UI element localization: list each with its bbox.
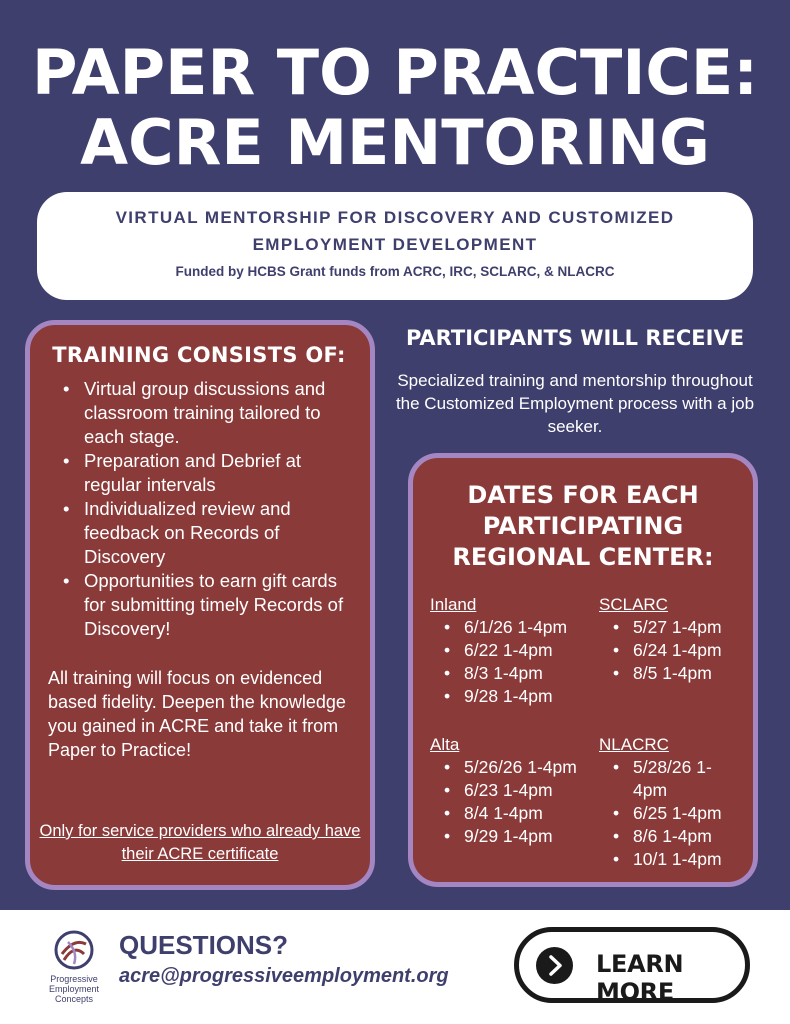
footer [0, 910, 790, 1024]
date-item: • 6/23 1-4pm [430, 779, 580, 802]
date-item: • 9/28 1-4pm [430, 685, 595, 708]
dates-heading-line-3: REGIONAL CENTER: [452, 543, 714, 571]
date-item: • 10/1 1-4pm [599, 848, 729, 871]
logo-icon [54, 930, 94, 970]
region-nlacrc [599, 734, 729, 871]
list-item: • Virtual group discussions and classroom training tailored to each stage. [48, 377, 350, 449]
region-name: NLACRC [599, 735, 669, 754]
dates-heading-line-2: PARTICIPATING [482, 512, 684, 540]
date-item: • 8/3 1-4pm [430, 662, 595, 685]
date-item: • 9/29 1-4pm [430, 825, 580, 848]
eligibility-note: Only for service providers who already have their ACRE certificate [39, 822, 361, 863]
subtitle-box [37, 192, 753, 300]
training-heading: TRAINING CONSISTS OF: [52, 343, 346, 367]
date-item: • 6/1/26 1-4pm [430, 616, 595, 639]
funding-note: Funded by HCBS Grant funds from ACRC, IRC, SCLARC, & NLACRC [175, 264, 615, 279]
title-line-2: ACRE MENTORING [80, 106, 710, 179]
region-name: SCLARC [599, 595, 668, 614]
region-inland [430, 594, 595, 708]
region-sclarc [599, 594, 734, 685]
list-item: • Opportunities to earn gift cards for submitting timely Records of Discovery! [48, 569, 350, 641]
date-item: • 6/25 1-4pm [599, 802, 729, 825]
date-item: • 6/24 1-4pm [599, 639, 734, 662]
learn-more-label: LEARN MORE [596, 950, 684, 1006]
region-name: Alta [430, 735, 460, 754]
dates-heading-line-1: DATES FOR EACH [467, 481, 699, 509]
training-focus: All training will focus on evidenced based fidelity. Deepen the knowledge you gained in ACRE and take it from Paper to Practice! [48, 668, 346, 760]
date-item: • 8/4 1-4pm [430, 802, 580, 825]
learn-more-button[interactable] [514, 927, 750, 1006]
receive-text: Specialized training and mentorship throughout the Customized Employment process with a job seeker. [395, 371, 755, 436]
questions-heading: QUESTIONS? [119, 930, 289, 960]
subtitle-line-2: EMPLOYMENT DEVELOPMENT [252, 235, 538, 254]
date-item: • 8/5 1-4pm [599, 662, 734, 685]
chevron-right-icon [536, 947, 573, 984]
contact-email-link[interactable]: acre@progressiveemployment.org [119, 965, 449, 987]
page-title [0, 38, 790, 178]
training-list [48, 377, 350, 641]
list-item: • Preparation and Debrief at regular intervals [48, 449, 350, 497]
date-item: • 8/6 1-4pm [599, 825, 729, 848]
subtitle-line-1: VIRTUAL MENTORSHIP FOR DISCOVERY AND CUSTOMIZED [115, 208, 675, 227]
region-name: Inland [430, 595, 477, 614]
training-panel [25, 320, 375, 890]
list-item: • Individualized review and feedback on Records of Discovery [48, 497, 350, 569]
date-item: • 5/27 1-4pm [599, 616, 734, 639]
receive-heading: PARTICIPANTS WILL RECEIVE [405, 326, 745, 350]
company-logo [44, 930, 104, 1004]
dates-heading [413, 480, 753, 573]
logo-text: Progressive Employment Concepts [48, 974, 100, 1004]
date-item: • 5/26/26 1-4pm [430, 756, 580, 779]
region-alta [430, 734, 580, 848]
date-item: • 5/28/26 1-4pm [599, 756, 729, 802]
title-line-1: PAPER TO PRACTICE: [31, 36, 759, 109]
dates-panel [408, 453, 758, 887]
date-item: • 6/22 1-4pm [430, 639, 595, 662]
